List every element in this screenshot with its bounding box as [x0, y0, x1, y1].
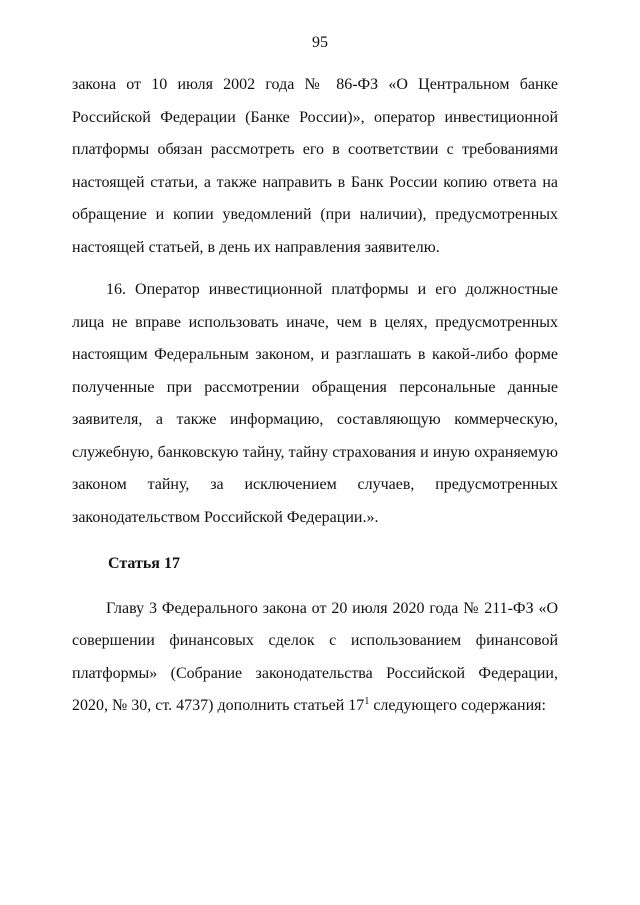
page-number: 95: [312, 34, 328, 51]
paragraph-article-17-tail: следующего содержания:: [369, 697, 546, 714]
paragraph-continuation: закона от 10 июля 2002 года № 86-ФЗ «О Центральном банке Российской Федерации (Банке России)», оператор инвестиционной платформы обязан рассмотреть его в соответствии с требованиями настоящей статьи, а также направить в Банк России копию ответа на обращение и копии уведомлений (при наличии), предусмотренных настоящей статьей, в день их направления заявителю.: [72, 76, 558, 256]
document-body: [72, 69, 558, 723]
superscript: 1: [364, 696, 370, 707]
paragraph-article-17: [72, 593, 558, 723]
paragraph-article-17-text: Главу 3 Федерального закона от 20 июля 2020 года № 211-ФЗ «О совершении финансовых сделок с использованием финансовой платформы» (Собрание законодательства Российской Федерации, 2020, № 30, ст. 4737) дополнить статьей 17: [72, 599, 558, 714]
article-heading: Статья 17: [108, 555, 180, 572]
paragraph-item-16: 16. Оператор инвестиционной платформы и его должностные лица не вправе использовать иначе, чем в целях, предусмотренных настоящим Федеральным законом, и разглашать в какой-либо форме полученные при рассмотрении обращения персональные данные заявителя, а также информацию, составляющую коммерческую, служебную, банковскую тайну, тайну страхования и иную охраняемую законом тайну, за исключением случаев, предусмотренных законодательством Российской Федерации.».: [72, 281, 558, 526]
